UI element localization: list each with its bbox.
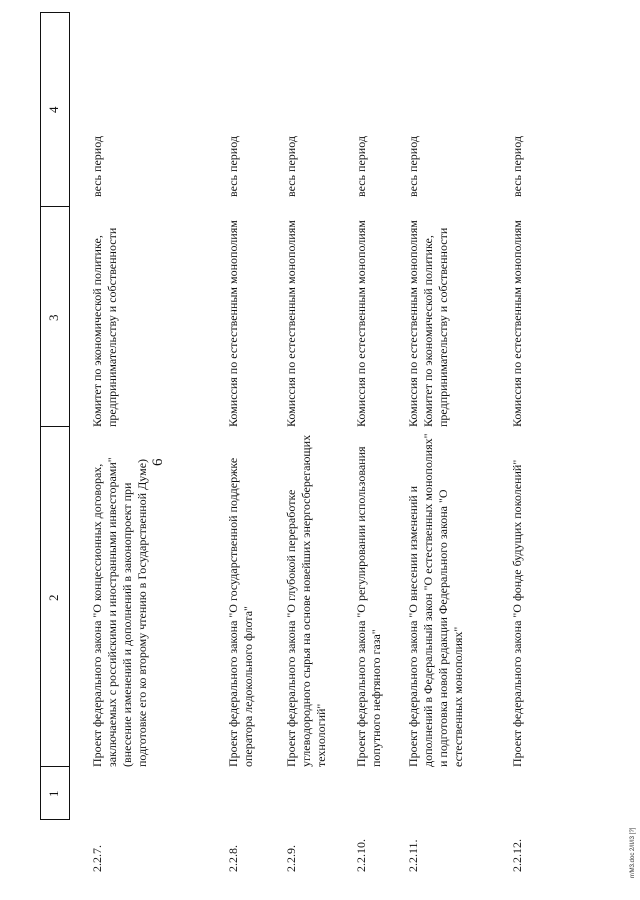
row-bill-name: Проект федерального закона "О глубокой переработке углеводородного сырья на основе новейших энергосберегающих технологий" [284, 434, 328, 767]
column-header-1: 1 [46, 790, 61, 797]
row-number: 2.2.7. [90, 845, 104, 872]
column-divider [41, 426, 69, 427]
row-number: 2.2.10. [354, 839, 368, 872]
row-period: весь период [510, 136, 524, 197]
row-responsible: Комиссия по естественным монополиям Комитет по экономической политике, предпринимательству и собственности [406, 220, 450, 427]
row-responsible: Комиссия по естественным монополиям [354, 220, 368, 427]
row-period: весь период [284, 136, 298, 197]
footer-file-code: rr/M3.doc 2/II/I3 [?] [630, 827, 636, 878]
row-number: 2.2.8. [226, 845, 240, 872]
row-period: весь период [90, 136, 104, 197]
row-bill-name: Проект федерального закона "О государственной поддержке оператора ледокольного флота" [226, 457, 255, 767]
row-period: весь период [406, 136, 420, 197]
column-header-4: 4 [46, 106, 61, 113]
row-responsible: Комитет по экономической политике, предпринимательству и собственности [90, 227, 119, 427]
column-divider [41, 206, 69, 207]
page-number: 6 [150, 458, 166, 466]
row-responsible: Комиссия по естественным монополиям [284, 220, 298, 427]
row-bill-name: Проект федерального закона "О концессионных договорах, заключаемых с российскими и иностранными инвесторами" (внесение изменений и дополнений в законопроект при подготовке его ко второму чтению в Государственной Думе) [90, 457, 149, 767]
row-responsible: Комиссия по естественным монополиям [226, 220, 240, 427]
row-period: весь период [226, 136, 240, 197]
row-number: 2.2.11. [406, 839, 420, 872]
row-period: весь период [354, 136, 368, 197]
column-header-3: 3 [46, 314, 61, 321]
row-bill-name: Проект федерального закона "О фонде будущих поколений" [510, 459, 524, 767]
row-bill-name: Проект федерального закона "О регулировании использования попутного нефтяного газа" [354, 446, 383, 767]
row-responsible: Комиссия по естественным монополиям [510, 220, 524, 427]
row-number: 2.2.12. [510, 839, 524, 872]
row-number: 2.2.9. [284, 845, 298, 872]
column-header-row [40, 12, 70, 820]
column-divider [41, 766, 69, 767]
column-header-2: 2 [46, 594, 61, 601]
row-bill-name: Проект федерального закона "О внесении изменений и дополнений в Федеральный закон "О естественных монополиях" и подготовка новой редакции Федерального закона "О естественных монополиях" [406, 433, 465, 767]
